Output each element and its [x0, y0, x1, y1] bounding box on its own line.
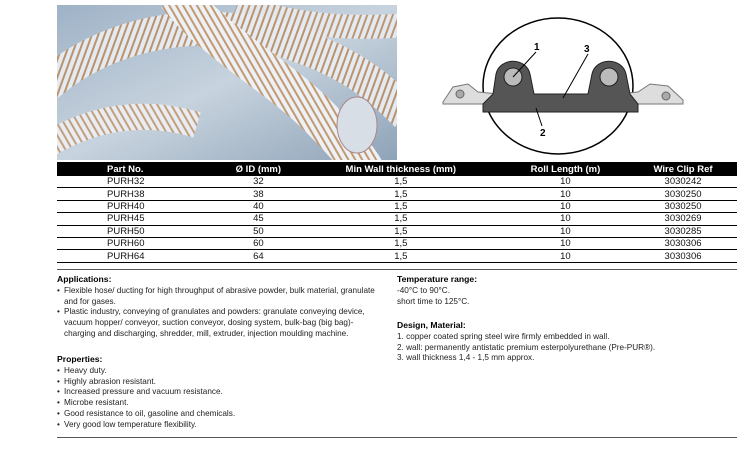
cell: 45 — [217, 213, 300, 225]
spec-table — [57, 162, 737, 263]
cross-section-diagram — [438, 12, 688, 160]
callout-2: 2 — [540, 128, 546, 139]
cell: 1,5 — [300, 250, 502, 262]
table-row — [57, 250, 737, 262]
design-title: Design, Material: — [397, 320, 466, 330]
cell: 3030250 — [629, 200, 737, 212]
table-row — [57, 188, 737, 200]
hose-image — [57, 5, 397, 160]
cell: 10 — [502, 213, 629, 225]
cell: 50 — [217, 225, 300, 237]
cell: PURH45 — [57, 213, 217, 225]
cell: 3030285 — [629, 225, 737, 237]
cell: 10 — [502, 188, 629, 200]
cell: 64 — [217, 250, 300, 262]
list-item: short time to 125°C. — [397, 296, 470, 306]
cell: 3030306 — [629, 237, 737, 249]
cell: 40 — [217, 200, 300, 212]
properties-title: Properties: — [57, 354, 103, 364]
cell: 3030306 — [629, 250, 737, 262]
callout-3: 3 — [584, 44, 590, 55]
temperature-section — [397, 274, 727, 307]
list-item: 3. wall thickness 1,4 - 1,5 mm approx. — [397, 353, 535, 363]
col-part-no: Part No. — [57, 162, 217, 176]
list-item: • Flexible hose/ ducting for high throughput of abrasive powder, bulk material, granulate and for gases. — [57, 286, 377, 308]
cell: 10 — [502, 237, 629, 249]
applications-title: Applications: — [57, 274, 112, 284]
cell: 38 — [217, 188, 300, 200]
cell: PURH40 — [57, 200, 217, 212]
cell: 3030242 — [629, 176, 737, 188]
list-item: • Increased pressure and vacuum resistance. — [57, 387, 377, 398]
col-clip: Wire Clip Ref — [629, 162, 737, 176]
table-row — [57, 200, 737, 212]
cell: 3030250 — [629, 188, 737, 200]
cell: PURH60 — [57, 237, 217, 249]
cell: 1,5 — [300, 176, 502, 188]
callout-1: 1 — [534, 42, 540, 53]
cell: 10 — [502, 176, 629, 188]
divider — [57, 269, 737, 270]
table-row — [57, 237, 737, 249]
cell: 1,5 — [300, 213, 502, 225]
cell: 10 — [502, 250, 629, 262]
cell: 1,5 — [300, 200, 502, 212]
cell: 10 — [502, 225, 629, 237]
table-row — [57, 213, 737, 225]
cell: PURH38 — [57, 188, 217, 200]
cell: PURH50 — [57, 225, 217, 237]
table-row — [57, 176, 737, 188]
list-item: • Highly abrasion resistant. — [57, 377, 377, 388]
list-item: • Very good low temperature flexibility. — [57, 420, 377, 431]
table-header-row — [57, 162, 737, 176]
list-item: • Good resistance to oil, gasoline and chemicals. — [57, 409, 377, 420]
cell: PURH32 — [57, 176, 217, 188]
cell: 60 — [217, 237, 300, 249]
cell: 1,5 — [300, 225, 502, 237]
divider — [57, 437, 737, 438]
applications-section — [57, 274, 377, 340]
list-item: • Heavy duty. — [57, 366, 377, 377]
cell: 10 — [502, 200, 629, 212]
hose-photo — [57, 5, 397, 160]
list-item: 1. copper coated spring steel wire firmly embedded in wall. — [397, 331, 610, 341]
cell: PURH64 — [57, 250, 217, 262]
cell: 3030269 — [629, 213, 737, 225]
col-roll: Roll Length (m) — [502, 162, 629, 176]
cell: 32 — [217, 176, 300, 188]
cell: 1,5 — [300, 188, 502, 200]
table-row — [57, 225, 737, 237]
list-item: • Plastic industry, conveying of granulates and powders: granulate conveying device, vacuum hopper/ conveyor, suction conveyor, dosing system, bulk-bag (big bag)-charging and discharging, shredder, mill, extruder, injection moulding machine. — [57, 307, 377, 339]
properties-section — [57, 354, 377, 431]
list-item: • Microbe resistant. — [57, 398, 377, 409]
col-id: Ø ID (mm) — [217, 162, 300, 176]
list-item: -40°C to 90°C. — [397, 285, 450, 295]
temperature-title: Temperature range: — [397, 274, 478, 284]
list-item: 2. wall: permanently antistatic premium esterpolyurethane (Pre-PUR®). — [397, 342, 656, 352]
design-section — [397, 320, 727, 364]
cell: 1,5 — [300, 237, 502, 249]
col-wall: Min Wall thickness (mm) — [300, 162, 502, 176]
